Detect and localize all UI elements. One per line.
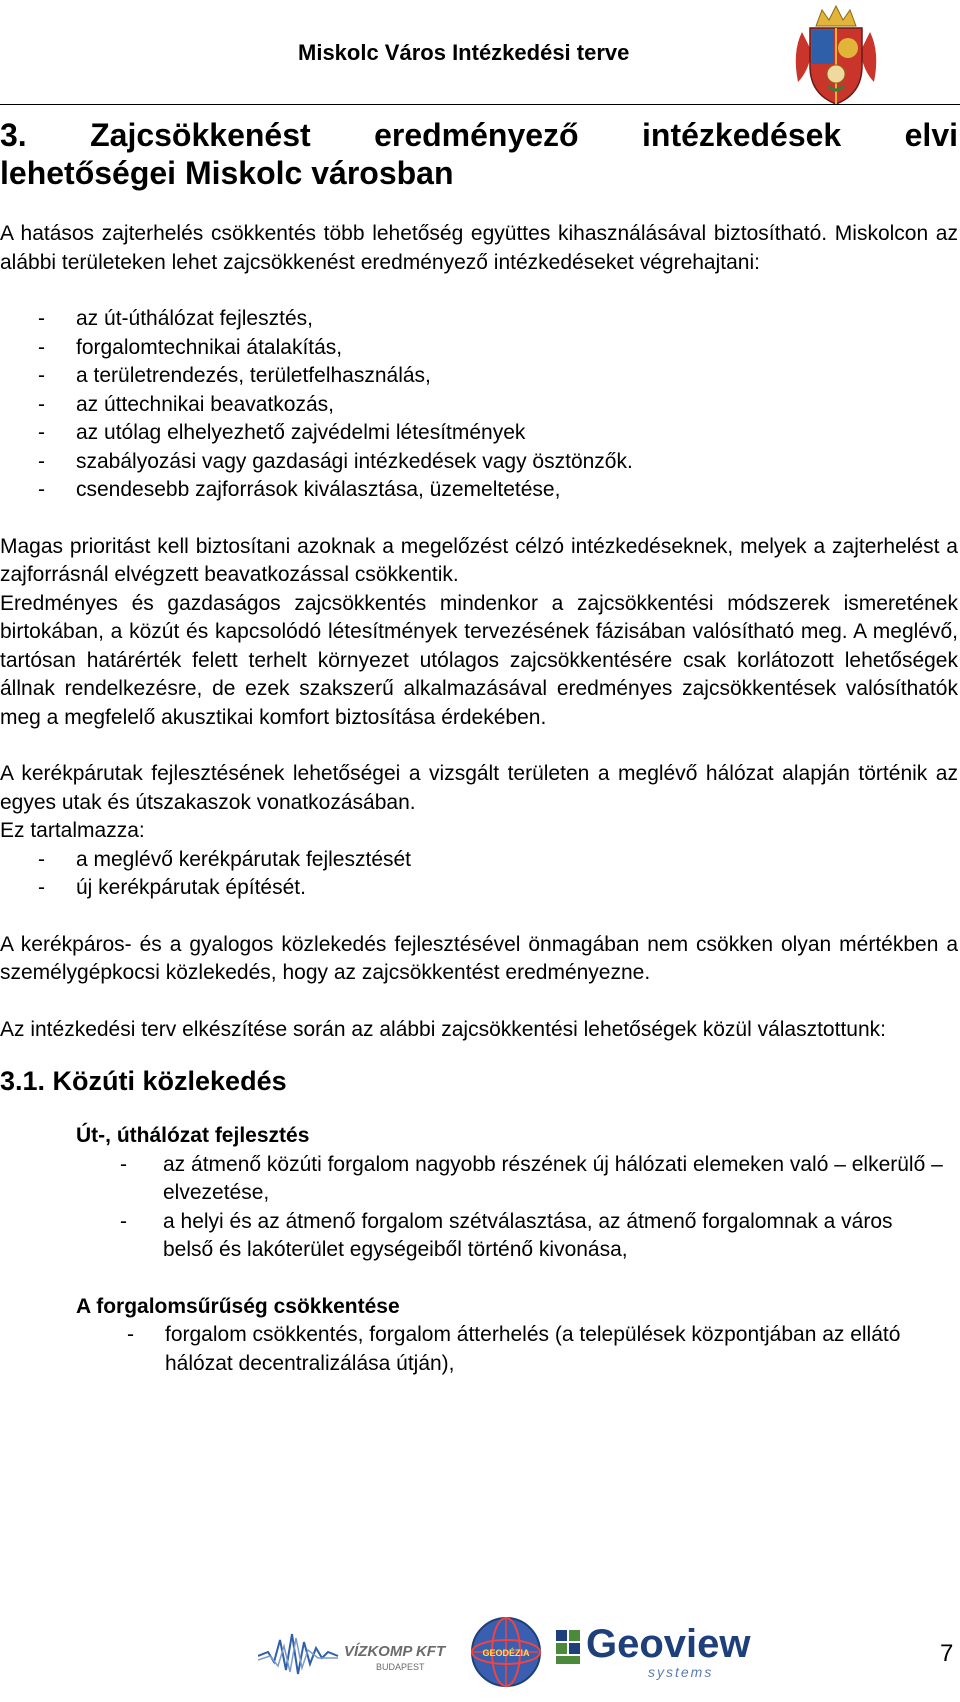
logo-subtext: BUDAPEST <box>376 1662 425 1672</box>
list-item: - új kerékpárutak építését. <box>0 874 958 903</box>
list-item: - az út-úthálózat fejlesztés, <box>0 305 958 334</box>
subsection-heading: 3.1. Közúti közlekedés <box>0 1066 287 1096</box>
chosen-paragraph: Az intézkedési terv elkészítése során az alábbi zajcsökkentési lehetőségek közül választottunk: <box>0 1017 886 1041</box>
list-item: - szabályozási vagy gazdasági intézkedések vagy ösztönzők. <box>0 448 958 477</box>
geoview-mark-icon <box>556 1630 582 1664</box>
density-title: A forgalomsűrűség csökkentése <box>76 1294 400 1318</box>
list-item: - az átmenő közúti forgalom nagyobb részének új hálózati elemeken való – elkerülő – elvezetése, <box>0 1151 958 1208</box>
intro-paragraph: A hatásos zajterhelés csökkentés több lehetőség együttes kihasználásával biztosítható. Miskolcon az alábbi területeken lehet zajcsökkenést eredményező intézkedéseket végrehajtani: <box>0 222 958 274</box>
areas-list <box>0 305 958 505</box>
page-footer <box>0 1600 960 1702</box>
priority-paragraph-1: Magas prioritást kell biztosítani azoknak a megelőzést célzó intézkedéseknek, melyek a zajterhelést a zajforrásnál elvégzett beavatkozással csökkentik. <box>0 534 958 586</box>
list-item: - a meglévő kerékpárutak fejlesztését <box>0 846 958 875</box>
contains-label: Ez tartalmazza: <box>0 819 145 842</box>
road-dev-title: Út-, úthálózat fejlesztés <box>76 1124 310 1147</box>
list-item: - az úttechnikai beavatkozás, <box>0 391 958 420</box>
coat-of-arms-icon <box>788 2 884 108</box>
logo-subtext: systems <box>648 1664 714 1680</box>
section-number: 3. <box>0 117 27 153</box>
logo-text: GEODÉZIA <box>482 1648 530 1658</box>
section-title-word: elvi <box>904 117 958 153</box>
bike-paragraph: A kerékpárutak fejlesztésének lehetőségei a vizsgált területen a meglévő hálózat alapján történik az egyes utak és útszakaszok vonatkozásában. <box>0 762 958 814</box>
list-item: - csendesebb zajforrások kiválasztása, üzemeltetése, <box>0 476 958 505</box>
section-heading <box>0 116 958 192</box>
density-list <box>0 1321 958 1378</box>
page-number: 7 <box>940 1640 954 1667</box>
list-item: - a területrendezés, területfelhasználás, <box>0 362 958 391</box>
logo-text: Geoview <box>586 1622 751 1666</box>
document-body <box>0 116 958 1378</box>
section-title-line2: lehetőségei Miskolc városban <box>0 155 454 191</box>
road-dev-list <box>0 1151 958 1265</box>
document-title: Miskolc Város Intézkedési terve <box>298 40 630 65</box>
geoview-logo <box>556 1622 751 1680</box>
list-item: - az utólag elhelyezhető zajvédelmi létesítmények <box>0 419 958 448</box>
section-title-word: Zajcsökkenést <box>90 117 311 153</box>
geodezia-logo <box>468 1614 544 1690</box>
list-item: - forgalomtechnikai átalakítás, <box>0 334 958 363</box>
priority-paragraph-2: Eredményes és gazdaságos zajcsökkentés mindenkor a zajcsökkentési módszerek ismeretének birtokában, a közút és kapcsolódó létesítmények tervezésének fázisában valósítható meg. A meglévő, tartósan határérték felett terhelt környezet utólagos zajcsökkentésére csak korlátozott lehetőségek állnak rendelkezésre, de ezek szakszerű alkalmazásával eredményes zajcsökkentések valósíthatók meg a megfelelő akusztikai komfort biztosítása érdekében. <box>0 591 958 729</box>
list-item: - forgalom csökkentés, forgalom átterhelés (a települések központjában az ellátó hálózat decentralizálása útján), <box>0 1321 958 1378</box>
page-header <box>0 0 960 110</box>
vizkomp-logo <box>258 1622 458 1682</box>
section-title-word: intézkedések <box>642 117 842 153</box>
pedestrian-paragraph: A kerékpáros- és a gyalogos közlekedés fejlesztésével önmagában nem csökken olyan mértékben a személygépkocsi közlekedés, hogy az zajcsökkentést eredményezne. <box>0 932 958 984</box>
logo-text: VÍZKOMP KFT <box>344 1643 446 1660</box>
bike-list <box>0 846 958 903</box>
section-title-word: eredményező <box>374 117 579 153</box>
header-rule <box>0 104 960 105</box>
list-item: - a helyi és az átmenő forgalom szétválasztása, az átmenő forgalomnak a város belső és lakóterület egységeiből történő kivonása, <box>0 1208 958 1265</box>
